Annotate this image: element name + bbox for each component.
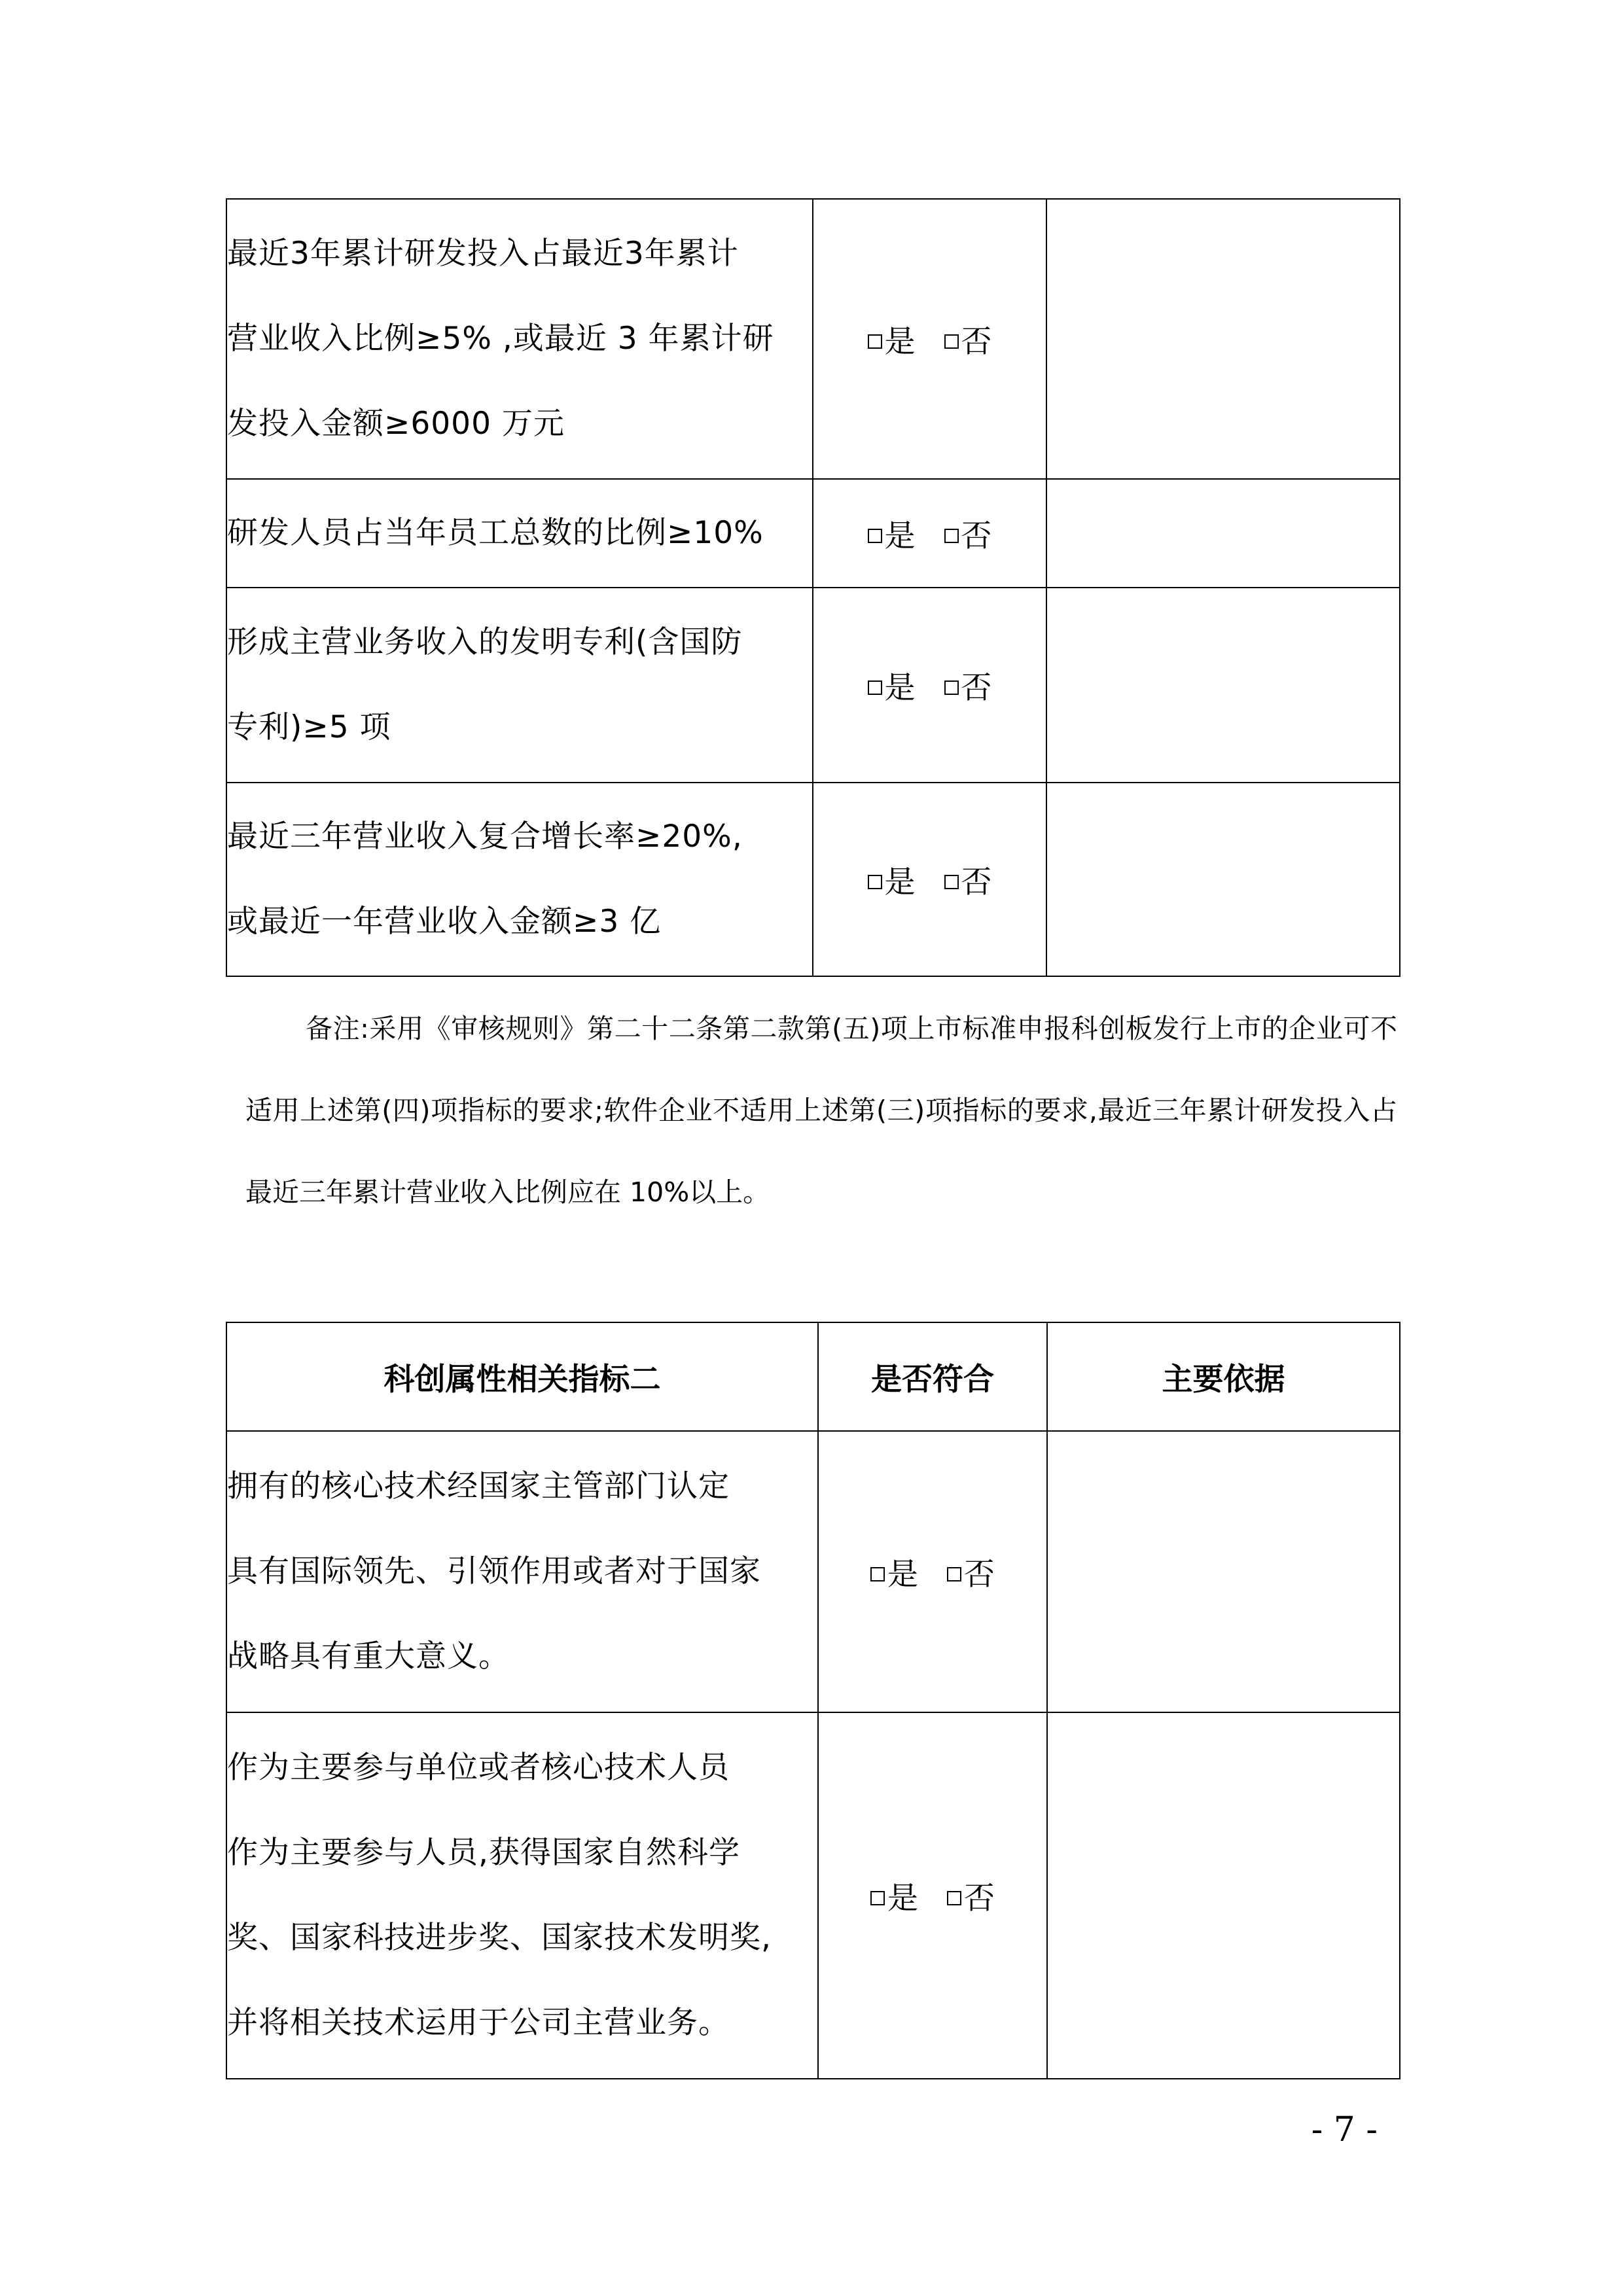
compliance-cell bbox=[818, 1712, 1047, 2079]
yes-label: 是 bbox=[884, 518, 916, 554]
basis-cell[interactable] bbox=[1046, 199, 1400, 479]
yes-label: 是 bbox=[884, 864, 916, 900]
compliance-cell bbox=[813, 588, 1046, 783]
table-row bbox=[226, 199, 1400, 479]
compliance-cell bbox=[813, 199, 1046, 479]
indicator-line: 最近三年营业收入复合增长率≥20%, bbox=[227, 819, 743, 855]
indicator-cell bbox=[226, 588, 813, 783]
no-checkbox[interactable] bbox=[944, 680, 959, 695]
table-row bbox=[226, 588, 1400, 783]
indicator-line: 发投入金额≥6000 万元 bbox=[227, 406, 565, 442]
no-label: 否 bbox=[964, 1880, 995, 1916]
note-paragraph bbox=[245, 988, 1397, 1233]
page-number: - 7 - bbox=[1311, 2110, 1378, 2149]
yes-checkbox[interactable] bbox=[868, 334, 882, 349]
table-row bbox=[226, 1712, 1400, 2079]
basis-cell[interactable] bbox=[1047, 1712, 1400, 2079]
note-line: 备注:采用《审核规则》第二十二条第二款第(五)项上市标准申报科创板发行上市的 bbox=[306, 1013, 1289, 1044]
column-header-indicator: 科创属性相关指标二 bbox=[226, 1322, 818, 1431]
no-checkbox[interactable] bbox=[944, 529, 959, 543]
column-header-basis: 主要依据 bbox=[1047, 1322, 1400, 1431]
indicator-line: 拥有的核心技术经国家主管部门认定 bbox=[227, 1468, 730, 1504]
indicator-line: 并将相关技术运用于公司主营业务。 bbox=[227, 2005, 730, 2041]
basis-cell[interactable] bbox=[1046, 588, 1400, 783]
basis-cell[interactable] bbox=[1046, 783, 1400, 976]
indicator-line: 研发人员占当年员工总数的比例≥10% bbox=[227, 515, 764, 551]
no-label: 否 bbox=[961, 669, 992, 706]
table-row bbox=[226, 479, 1400, 588]
indicator-line: 作为主要参与单位或者核心技术人员 bbox=[227, 1750, 730, 1786]
no-checkbox[interactable] bbox=[947, 1891, 961, 1905]
note-line: 近三年累计研发投入占最近三年累计营业收入比例应在 10%以上。 bbox=[245, 1095, 1398, 1208]
yes-checkbox[interactable] bbox=[870, 1891, 885, 1905]
indicator-line: 作为主要参与人员,获得国家自然科学 bbox=[227, 1835, 740, 1871]
indicator-cell bbox=[226, 1431, 818, 1712]
no-checkbox[interactable] bbox=[944, 334, 959, 349]
yes-label: 是 bbox=[887, 1880, 918, 1916]
basis-cell[interactable] bbox=[1046, 479, 1400, 588]
yes-checkbox[interactable] bbox=[868, 680, 882, 695]
no-label: 否 bbox=[964, 1556, 995, 1593]
note-line: 企业可不适用上述第(四)项指标的要求;软件企业不适用上述第(三)项指标的要求,最 bbox=[245, 1013, 1397, 1126]
indicator-cell bbox=[226, 1712, 818, 2079]
compliance-cell bbox=[813, 783, 1046, 976]
indicator-line: 奖、国家科技进步奖、国家技术发明奖, bbox=[227, 1920, 772, 1956]
yes-checkbox[interactable] bbox=[868, 529, 882, 543]
column-header-compliant: 是否符合 bbox=[818, 1322, 1047, 1431]
indicator-table-one bbox=[226, 198, 1400, 977]
indicator-line: 或最近一年营业收入金额≥3 亿 bbox=[227, 904, 662, 940]
table-row bbox=[226, 1431, 1400, 1712]
yes-checkbox[interactable] bbox=[868, 875, 882, 889]
no-checkbox[interactable] bbox=[947, 1567, 961, 1581]
indicator-cell bbox=[226, 479, 813, 588]
indicator-line: 专利)≥5 项 bbox=[227, 709, 391, 745]
indicator-line: 战略具有重大意义。 bbox=[227, 1638, 510, 1674]
table-header-row bbox=[226, 1322, 1400, 1431]
indicator-cell bbox=[226, 783, 813, 976]
table-row bbox=[226, 783, 1400, 976]
basis-cell[interactable] bbox=[1047, 1431, 1400, 1712]
yes-label: 是 bbox=[884, 669, 916, 706]
no-label: 否 bbox=[961, 518, 992, 554]
yes-label: 是 bbox=[887, 1556, 918, 1593]
indicator-table-two bbox=[226, 1322, 1400, 2079]
no-label: 否 bbox=[961, 323, 992, 360]
compliance-cell bbox=[818, 1431, 1047, 1712]
indicator-cell bbox=[226, 199, 813, 479]
no-checkbox[interactable] bbox=[944, 875, 959, 889]
no-label: 否 bbox=[961, 864, 992, 900]
indicator-line: 营业收入比例≥5% ,或最近 3 年累计研 bbox=[227, 321, 774, 357]
yes-label: 是 bbox=[884, 323, 916, 360]
compliance-cell bbox=[813, 479, 1046, 588]
indicator-line: 最近3年累计研发投入占最近3年累计 bbox=[227, 236, 739, 272]
indicator-line: 形成主营业务收入的发明专利(含国防 bbox=[227, 624, 743, 660]
yes-checkbox[interactable] bbox=[870, 1567, 885, 1581]
indicator-line: 具有国际领先、引领作用或者对于国家 bbox=[227, 1553, 761, 1589]
